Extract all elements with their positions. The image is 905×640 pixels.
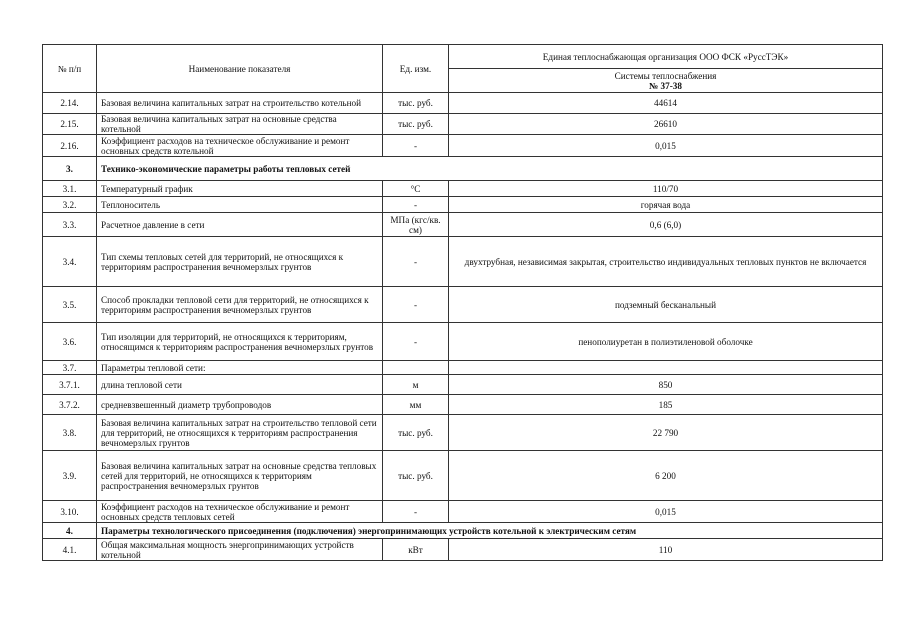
row-value: 22 790 xyxy=(449,415,883,451)
row-name: Коэффициент расходов на техническое обслуживание и ремонт основных средств котельной xyxy=(97,135,383,157)
row-num: 4.1. xyxy=(43,539,97,561)
row-unit: - xyxy=(383,135,449,157)
row-name: средневзвешенный диаметр трубопроводов xyxy=(97,395,383,415)
row-num: 3.2. xyxy=(43,197,97,213)
table-row xyxy=(43,287,883,323)
section-row xyxy=(43,523,883,539)
row-value: пенополиуретан в полиэтиленовой оболочке xyxy=(449,323,883,361)
row-num: 3. xyxy=(43,157,97,181)
table-row xyxy=(43,501,883,523)
row-value: 850 xyxy=(449,375,883,395)
row-name: Расчетное давление в сети xyxy=(97,213,383,237)
row-value: 26610 xyxy=(449,114,883,135)
row-num: 3.7.2. xyxy=(43,395,97,415)
row-num: 3.6. xyxy=(43,323,97,361)
row-unit: тыс. руб. xyxy=(383,93,449,114)
row-num: 3.7.1. xyxy=(43,375,97,395)
row-value: двухтрубная, независимая закрытая, строительство индивидуальных тепловых пунктов не включается xyxy=(449,237,883,287)
table-row xyxy=(43,197,883,213)
table-row xyxy=(43,539,883,561)
row-unit: МПа (кгс/кв. см) xyxy=(383,213,449,237)
header-org: Единая теплоснабжающая организация ООО ФСК «РуссТЭК» xyxy=(449,45,883,69)
row-num: 3.5. xyxy=(43,287,97,323)
row-unit: тыс. руб. xyxy=(383,114,449,135)
row-unit: - xyxy=(383,287,449,323)
row-unit: °С xyxy=(383,181,449,197)
row-name: Базовая величина капитальных затрат на основные средства котельной xyxy=(97,114,383,135)
table-row xyxy=(43,213,883,237)
row-num: 2.16. xyxy=(43,135,97,157)
row-num: 3.9. xyxy=(43,451,97,501)
table-row xyxy=(43,361,883,375)
header-unit: Ед. изм. xyxy=(383,45,449,93)
row-value: 0,015 xyxy=(449,501,883,523)
parameters-table xyxy=(42,44,883,561)
row-value: горячая вода xyxy=(449,197,883,213)
section-row xyxy=(43,157,883,181)
row-value: 110/70 xyxy=(449,181,883,197)
table-row xyxy=(43,375,883,395)
row-value: 110 xyxy=(449,539,883,561)
row-name: Базовая величина капитальных затрат на строительство котельной xyxy=(97,93,383,114)
table-row xyxy=(43,93,883,114)
row-value: 0,015 xyxy=(449,135,883,157)
row-name: Теплоноситель xyxy=(97,197,383,213)
row-name: Температурный график xyxy=(97,181,383,197)
table-row xyxy=(43,114,883,135)
table-row xyxy=(43,135,883,157)
row-num: 3.1. xyxy=(43,181,97,197)
row-value: 44614 xyxy=(449,93,883,114)
row-value: 0,6 (6,0) xyxy=(449,213,883,237)
header-system xyxy=(449,69,883,93)
table-row xyxy=(43,451,883,501)
header-system-line2: № 37-38 xyxy=(649,80,682,91)
row-unit: - xyxy=(383,197,449,213)
table-row xyxy=(43,395,883,415)
row-unit: тыс. руб. xyxy=(383,451,449,501)
row-name: Тип схемы тепловых сетей для территорий, не относящихся к территориям распространения вечномерзлых грунтов xyxy=(97,237,383,287)
section-title: Параметры технологического присоединения (подключения) энергопринимающих устройств котельной к электрическим сетям xyxy=(97,523,883,539)
row-name: Тип изоляции для территорий, не относящихся к территориям, относящимся к территориям распространения вечномерзлых грунтов xyxy=(97,323,383,361)
row-unit: м xyxy=(383,375,449,395)
row-unit xyxy=(383,361,449,375)
row-num: 3.8. xyxy=(43,415,97,451)
row-name: Коэффициент расходов на техническое обслуживание и ремонт основных средств тепловых сетей xyxy=(97,501,383,523)
row-value: 6 200 xyxy=(449,451,883,501)
row-name: Способ прокладки тепловой сети для территорий, не относящихся к территориям распространения вечномерзлых грунтов xyxy=(97,287,383,323)
row-unit: мм xyxy=(383,395,449,415)
row-unit: тыс. руб. xyxy=(383,415,449,451)
row-num: 4. xyxy=(43,523,97,539)
row-unit: - xyxy=(383,237,449,287)
row-value: подземный бесканальный xyxy=(449,287,883,323)
table-row xyxy=(43,237,883,287)
row-num: 2.14. xyxy=(43,93,97,114)
row-unit: - xyxy=(383,501,449,523)
row-num: 2.15. xyxy=(43,114,97,135)
header-name: Наименование показателя xyxy=(97,45,383,93)
row-name: Базовая величина капитальных затрат на основные средства тепловых сетей для территорий, не относящихся к территориям распространения вечномерзлых грунтов xyxy=(97,451,383,501)
row-name: Параметры тепловой сети: xyxy=(97,361,383,375)
table-row xyxy=(43,415,883,451)
row-unit: кВт xyxy=(383,539,449,561)
section-title: Технико-экономические параметры работы тепловых сетей xyxy=(97,157,883,181)
row-name: длина тепловой сети xyxy=(97,375,383,395)
row-num: 3.10. xyxy=(43,501,97,523)
header-num: № п/п xyxy=(43,45,97,93)
row-unit: - xyxy=(383,323,449,361)
row-num: 3.7. xyxy=(43,361,97,375)
row-name: Базовая величина капитальных затрат на строительство тепловой сети для территорий, не относящихся к территориям распространения вечномерзлых грунтов xyxy=(97,415,383,451)
table-row xyxy=(43,181,883,197)
row-num: 3.4. xyxy=(43,237,97,287)
table-row xyxy=(43,323,883,361)
header-system-line1: Системы теплоснабжения xyxy=(614,70,717,81)
row-value: 185 xyxy=(449,395,883,415)
row-num: 3.3. xyxy=(43,213,97,237)
row-name: Общая максимальная мощность энергопринимающих устройств котельной xyxy=(97,539,383,561)
row-value xyxy=(449,361,883,375)
